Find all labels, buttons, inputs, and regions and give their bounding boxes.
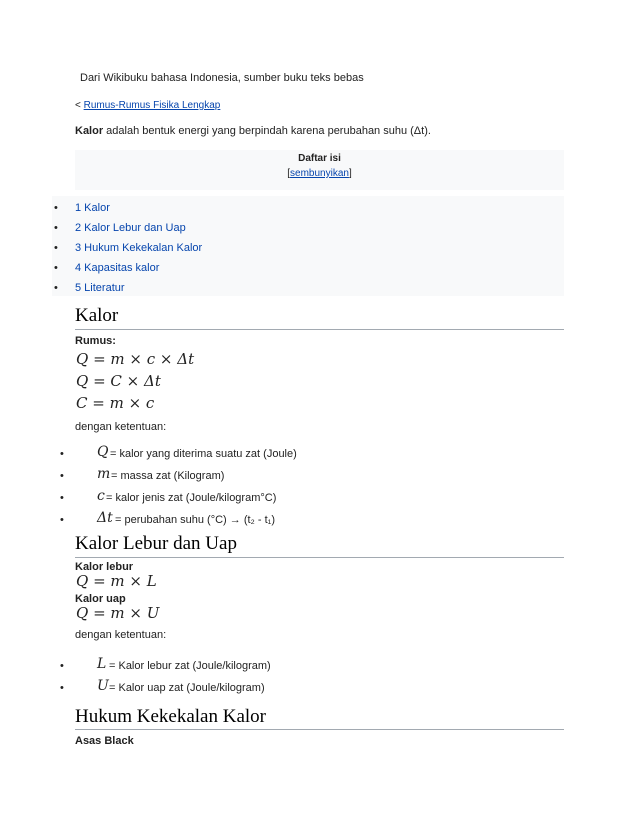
intro-bold-term: Kalor (75, 125, 104, 137)
toc-bullet: • (54, 222, 58, 234)
list-bullet: • (60, 492, 64, 504)
section-divider (75, 557, 564, 558)
toc-bracket-close: ] (348, 168, 352, 179)
toc-title: Daftar isi (298, 153, 341, 164)
list-bullet: • (60, 514, 64, 526)
toc-bullet: • (54, 262, 58, 274)
toc-item[interactable] (52, 202, 552, 222)
definition-symbol: Q (97, 444, 109, 460)
definition-text: = kalor yang diterima suatu zat (Joule) (110, 448, 297, 460)
toc-bullet: • (54, 202, 58, 214)
page-tagline: Dari Wikibuku bahasa Indonesia, sumber buku teks bebas (80, 72, 364, 84)
list-item (60, 658, 560, 680)
definition-text: = Kalor uap zat (Joule/kilogram) (109, 682, 265, 694)
list-bullet: • (60, 448, 64, 460)
section-heading-kalor: Kalor (75, 305, 119, 326)
section-divider (75, 329, 564, 330)
toc-item[interactable] (52, 222, 552, 242)
breadcrumb-prefix: < (75, 100, 84, 111)
definitions-list (60, 446, 560, 534)
toc-list (52, 202, 552, 302)
definition-symbol: c (97, 488, 105, 504)
definition-symbol: Δt (97, 510, 113, 526)
toc-item-kapasitas[interactable]: 4 Kapasitas kalor (75, 262, 160, 274)
formula-label: Kalor lebur (75, 561, 134, 573)
definition-symbol: L (97, 656, 107, 672)
intro-paragraph (75, 125, 431, 137)
list-bullet: • (60, 682, 64, 694)
list-bullet: • (60, 470, 64, 482)
toc-item[interactable] (52, 282, 552, 302)
toc-item[interactable] (52, 242, 552, 262)
toc-item-literatur[interactable]: 5 Literatur (75, 282, 125, 294)
list-item (60, 446, 560, 468)
toc-toggle-wrap (75, 168, 564, 179)
toc-bracket-open: [ (287, 168, 291, 179)
intro-text: adalah bentuk energi yang berpindah karena perubahan suhu (Δt). (103, 125, 431, 137)
definitions-intro: dengan ketentuan: (75, 421, 167, 433)
definition-symbol: U (97, 678, 109, 694)
formula-line: Q = C × Δt (76, 372, 161, 390)
definitions-intro: dengan ketentuan: (75, 629, 167, 641)
section-divider (75, 729, 564, 730)
breadcrumb (75, 100, 220, 111)
definition-text: = perubahan suhu (°C) → (t₂ - t₁) (115, 514, 276, 526)
formula-label: Kalor uap (75, 593, 126, 605)
toc-toggle-link[interactable]: sembunyikan (290, 168, 349, 179)
formula-line: Q = m × L (76, 572, 157, 590)
definitions-list (60, 658, 560, 702)
toc-item-hukum[interactable]: 3 Hukum Kekekalan Kalor (75, 242, 203, 254)
list-item (60, 468, 560, 490)
definition-text: = kalor jenis zat (Joule/kilogram°C) (106, 492, 277, 504)
section-heading-hukum-kekekalan: Hukum Kekekalan Kalor (75, 706, 266, 727)
toc-item-kalor-lebur[interactable]: 2 Kalor Lebur dan Uap (75, 222, 186, 234)
list-item (60, 490, 560, 512)
definition-symbol: m (97, 466, 111, 482)
formula-label: Rumus: (75, 335, 116, 347)
definition-text: = massa zat (Kilogram) (111, 470, 225, 482)
formula-line: C = m × c (76, 394, 155, 412)
toc-bullet: • (54, 282, 58, 294)
definition-text: = Kalor lebur zat (Joule/kilogram) (109, 660, 271, 672)
toc-item-kalor[interactable]: 1 Kalor (75, 202, 110, 214)
list-item (60, 680, 560, 702)
formula-line: Q = m × U (76, 604, 160, 622)
formula-line: Q = m × c × Δt (76, 350, 195, 368)
toc-item[interactable] (52, 262, 552, 282)
list-item (60, 512, 560, 534)
toc-bullet: • (54, 242, 58, 254)
list-bullet: • (60, 660, 64, 672)
subsection-label: Asas Black (75, 735, 134, 747)
section-heading-kalor-lebur-uap: Kalor Lebur dan Uap (75, 533, 237, 554)
breadcrumb-link[interactable]: Rumus-Rumus Fisika Lengkap (83, 100, 221, 111)
